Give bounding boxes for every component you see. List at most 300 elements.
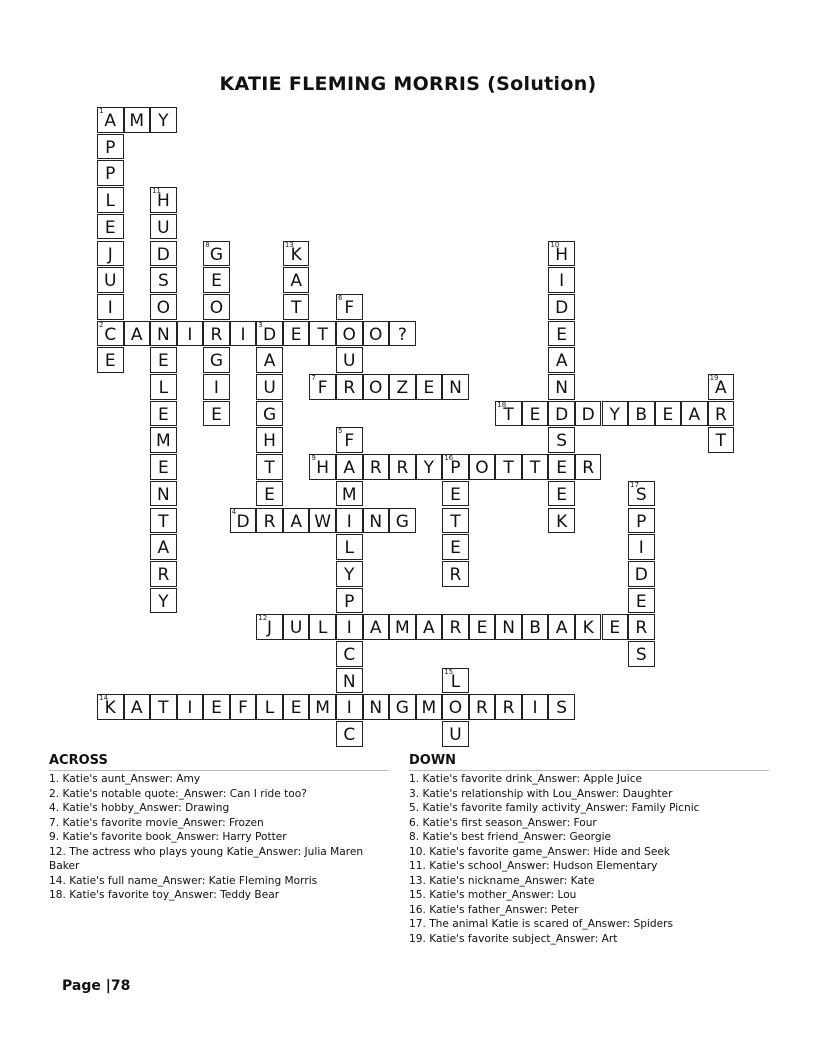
crossword-cell <box>389 321 416 347</box>
clue-number: 4 <box>231 507 237 516</box>
cell-letter: C <box>343 725 356 746</box>
crossword-cell <box>602 401 629 427</box>
cell-letter: P <box>105 164 116 185</box>
crossword-cell <box>469 614 496 640</box>
crossword-cell <box>363 614 390 640</box>
cell-letter: E <box>264 484 275 505</box>
across-clues <box>49 754 389 903</box>
cell-letter: T <box>450 511 461 532</box>
cell-letter: E <box>104 351 116 372</box>
crossword-cell <box>256 427 283 453</box>
cell-letter: A <box>290 511 302 532</box>
cell-letter: E <box>635 591 647 612</box>
crossword-cell <box>548 481 575 507</box>
crossword-cell <box>522 401 549 427</box>
crossword-cell <box>336 454 363 480</box>
cell-letter: R <box>449 618 462 639</box>
crossword-cell <box>150 107 177 133</box>
crossword-cell <box>548 347 575 373</box>
crossword-cell <box>442 454 469 480</box>
crossword-cell <box>97 241 124 267</box>
crossword-cell <box>389 374 416 400</box>
crossword-cell <box>336 508 363 534</box>
crossword-cell <box>548 427 575 453</box>
clue-item: 9. Katie's favorite book_Answer: Harry Potter <box>49 831 287 843</box>
crossword-cell <box>628 534 655 560</box>
crossword-cell <box>256 481 283 507</box>
cell-letter: N <box>342 671 356 692</box>
crossword-cell <box>336 668 363 694</box>
crossword-cell <box>416 374 443 400</box>
clue-number: 18 <box>497 400 507 409</box>
crossword-cell <box>442 614 469 640</box>
cell-letter: E <box>290 324 302 345</box>
cell-letter: K <box>582 618 594 639</box>
cell-letter: S <box>556 431 568 452</box>
cell-letter: C <box>343 645 356 665</box>
clue-item: 3. Katie's relationship with Lou_Answer: Daughter <box>409 787 673 800</box>
cell-letter: W <box>314 511 332 532</box>
crossword-cell <box>150 454 177 480</box>
cell-letter: Y <box>423 458 435 479</box>
cell-letter: E <box>157 404 169 425</box>
cell-letter: A <box>343 458 356 479</box>
crossword-cell <box>150 534 177 560</box>
cell-letter: I <box>187 324 193 345</box>
crossword-cell <box>203 374 230 400</box>
cell-letter: G <box>209 351 224 372</box>
cell-letter: F <box>317 378 328 398</box>
cell-letter: N <box>502 618 515 639</box>
clue-item: 19. Katie's favorite subject_Answer: Art <box>409 932 618 945</box>
crossword-cell <box>336 641 363 667</box>
cell-letter: A <box>423 618 435 639</box>
crossword-cell <box>389 614 416 640</box>
crossword-cell <box>548 241 575 267</box>
cell-letter: L <box>317 618 328 639</box>
crossword-cell <box>177 694 204 720</box>
cell-letter: R <box>476 698 488 719</box>
cell-letter: O <box>369 324 383 345</box>
cell-letter: E <box>211 698 222 719</box>
cell-letter: M <box>315 698 330 719</box>
cell-letter: E <box>211 271 222 292</box>
crossword-cell <box>177 321 204 347</box>
crossword-cell <box>256 694 283 720</box>
cell-letter: N <box>555 378 568 398</box>
cell-letter: T <box>715 431 727 452</box>
crossword-cell <box>548 614 575 640</box>
cell-letter: I <box>532 698 538 719</box>
down-header: DOWN <box>409 754 769 771</box>
clue-number: 16 <box>444 454 454 463</box>
clue-number: 2 <box>99 320 104 329</box>
cell-letter: P <box>105 137 116 158</box>
cell-letter: L <box>158 378 169 398</box>
crossword-cell <box>363 508 390 534</box>
cell-letter: D <box>236 511 250 532</box>
crossword-cell <box>442 694 469 720</box>
cell-letter: Y <box>344 564 355 585</box>
cell-letter: L <box>264 698 275 719</box>
crossword-cell <box>389 508 416 534</box>
cell-letter: E <box>609 618 621 639</box>
clue-item: 7. Katie's favorite movie_Answer: Frozen <box>49 816 264 829</box>
crossword-cell <box>442 668 469 694</box>
cell-letter: E <box>423 378 435 398</box>
cell-letter: Z <box>396 378 409 398</box>
cell-letter: R <box>210 324 223 345</box>
crossword-cell <box>336 561 363 587</box>
crossword-cell <box>336 614 363 640</box>
crossword-cell <box>256 374 283 400</box>
cell-letter: E <box>450 484 461 505</box>
crossword-cell <box>256 454 283 480</box>
crossword-cell <box>203 267 230 293</box>
cell-letter: T <box>290 297 302 318</box>
crossword-cell <box>389 454 416 480</box>
crossword-cell <box>708 401 735 427</box>
crossword-cell <box>336 694 363 720</box>
cell-letter: U <box>449 725 462 746</box>
crossword-cell <box>363 374 390 400</box>
cell-letter: N <box>156 484 170 505</box>
crossword-cell <box>97 134 124 160</box>
cell-letter: F <box>344 431 355 452</box>
cell-letter: H <box>263 431 276 452</box>
cell-letter: E <box>662 404 674 425</box>
crossword-cell <box>495 694 522 720</box>
clue-number: 9 <box>311 454 316 463</box>
cell-letter: A <box>555 618 568 639</box>
clue-number: 15 <box>444 667 454 676</box>
crossword-cell <box>548 267 575 293</box>
crossword-cell <box>256 321 283 347</box>
crossword-cell <box>283 614 310 640</box>
cell-letter: C <box>104 324 117 345</box>
crossword-cell <box>628 508 655 534</box>
cell-letter: I <box>213 378 219 398</box>
clue-item: 18. Katie's favorite toy_Answer: Teddy Bear <box>49 889 280 901</box>
crossword-cell <box>203 401 230 427</box>
cell-letter: ? <box>397 324 407 345</box>
crossword-cell <box>363 321 390 347</box>
cell-letter: I <box>346 618 352 639</box>
clue-number: 17 <box>630 480 639 489</box>
cell-letter: R <box>582 458 595 479</box>
cell-letter: E <box>211 404 222 425</box>
crossword-cell <box>548 508 575 534</box>
crossword-cell <box>230 694 257 720</box>
cell-letter: T <box>503 404 514 425</box>
crossword-cell <box>628 641 655 667</box>
cell-letter: F <box>238 698 248 719</box>
crossword-cell <box>389 694 416 720</box>
cell-letter: L <box>344 538 354 559</box>
cell-letter: I <box>346 698 352 719</box>
crossword-cell <box>336 588 363 614</box>
cell-letter: N <box>369 511 383 532</box>
crossword-cell <box>97 347 124 373</box>
crossword-cell <box>150 294 177 320</box>
cell-letter: A <box>157 538 170 559</box>
clue-item: 13. Katie's nickname_Answer: Kate <box>409 874 595 887</box>
crossword-cell <box>628 401 655 427</box>
cell-letter: N <box>449 378 462 398</box>
cell-letter: E <box>556 458 568 479</box>
cell-letter: B <box>635 404 648 425</box>
clue-number: 11 <box>152 187 162 196</box>
crossword-cell <box>681 401 708 427</box>
cell-letter: M <box>395 618 410 639</box>
clue-number: 1 <box>99 107 104 115</box>
crossword-cell <box>124 321 151 347</box>
crossword-cell <box>336 427 363 453</box>
crossword-cell <box>495 454 522 480</box>
crossword-cell <box>150 267 177 293</box>
cell-letter: F <box>344 297 355 318</box>
cell-letter: E <box>529 404 541 425</box>
crossword-cell <box>416 694 443 720</box>
crossword-cell <box>203 294 230 320</box>
cell-letter: S <box>556 698 568 719</box>
crossword-cell <box>442 481 469 507</box>
crossword-cell <box>309 694 336 720</box>
crossword-cell <box>283 508 310 534</box>
page-number: Page |78 <box>62 978 131 994</box>
cell-letter: D <box>634 564 648 585</box>
clue-number: 8 <box>205 240 210 249</box>
crossword-cell <box>309 508 336 534</box>
crossword-cell <box>150 508 177 534</box>
clue-item: 2. Katie's notable quote:_Answer: Can I ride too? <box>49 787 307 800</box>
crossword-cell <box>336 534 363 560</box>
clue-number: 7 <box>311 374 316 382</box>
crossword-cell <box>522 694 549 720</box>
crossword-cell <box>628 561 655 587</box>
cell-letter: M <box>341 484 357 505</box>
clue-item: 16. Katie's father_Answer: Peter <box>409 903 579 916</box>
crossword-cell <box>203 241 230 267</box>
crossword-cell <box>442 561 469 587</box>
across-clue-list <box>49 772 389 903</box>
clue-number: 12 <box>258 614 268 623</box>
crossword-cell <box>230 508 257 534</box>
crossword-cell <box>469 454 496 480</box>
crossword-cell <box>150 241 177 267</box>
cell-letter: I <box>240 324 246 345</box>
cell-letter: K <box>290 244 302 265</box>
clue-item: 1. Katie's aunt_Answer: Amy <box>49 773 201 785</box>
cell-letter: O <box>209 297 224 318</box>
cell-letter: U <box>263 378 276 398</box>
crossword-cell <box>548 321 575 347</box>
crossword-cell <box>363 454 390 480</box>
clue-number: 14 <box>99 694 108 703</box>
clue-item: 4. Katie's hobby_Answer: Drawing <box>49 802 230 814</box>
crossword-cell <box>97 107 124 133</box>
clue-item: 8. Katie's best friend_Answer: Georgie <box>409 831 612 843</box>
crossword-cell <box>495 614 522 640</box>
crossword-cell <box>416 454 443 480</box>
crossword-cell <box>150 187 177 213</box>
cell-letter: R <box>369 458 382 479</box>
cell-letter: R <box>157 564 170 585</box>
cell-letter: J <box>267 618 273 639</box>
crossword-cell <box>150 561 177 587</box>
crossword-cell <box>97 160 124 186</box>
cell-letter: R <box>635 618 648 639</box>
crossword-cell <box>469 694 496 720</box>
crossword-cell <box>442 374 469 400</box>
crossword-cell <box>97 294 124 320</box>
clue-item: 15. Katie's mother_Answer: Lou <box>409 889 577 901</box>
cell-letter: D <box>156 244 170 265</box>
crossword-cell <box>628 481 655 507</box>
cell-letter: I <box>346 511 352 532</box>
crossword-cell <box>150 347 177 373</box>
crossword-cell <box>97 694 124 720</box>
crossword-cell <box>150 214 177 240</box>
cell-letter: R <box>263 511 276 532</box>
clue-number: 10 <box>550 240 560 249</box>
crossword-cell <box>575 454 602 480</box>
crossword-cell <box>336 721 363 747</box>
crossword-cell <box>150 321 177 347</box>
cell-letter: U <box>157 217 170 238</box>
cell-letter: T <box>158 511 169 532</box>
crossword-cell <box>150 694 177 720</box>
cell-letter: E <box>476 618 488 639</box>
crossword-cell <box>283 267 310 293</box>
crossword-cell <box>150 427 177 453</box>
crossword-cell <box>628 588 655 614</box>
crossword-cell <box>548 694 575 720</box>
cell-letter: S <box>157 271 169 292</box>
cell-letter: T <box>529 458 541 479</box>
cell-letter: A <box>130 698 143 719</box>
crossword-cell <box>97 187 124 213</box>
cell-letter: U <box>289 618 303 639</box>
cell-letter: I <box>107 297 113 318</box>
crossword-cell <box>442 508 469 534</box>
crossword-cell <box>655 401 682 427</box>
clue-number: 5 <box>338 427 343 436</box>
cell-letter: K <box>104 698 116 719</box>
crossword-cell <box>416 614 443 640</box>
cell-letter: A <box>104 111 117 131</box>
crossword-cell <box>150 374 177 400</box>
cell-letter: K <box>556 511 568 532</box>
page-title: KATIE FLEMING MORRIS (Solution) <box>219 73 597 95</box>
crossword-cell <box>602 614 629 640</box>
cell-letter: T <box>264 458 275 479</box>
crossword-cell <box>548 294 575 320</box>
cell-letter: E <box>157 351 169 372</box>
crossword-cell <box>708 374 735 400</box>
clue-item: 11. Katie's school_Answer: Hudson Elementary <box>409 860 658 872</box>
cell-letter: P <box>450 458 461 479</box>
cell-letter: Y <box>158 111 169 131</box>
crossword-cell <box>124 107 151 133</box>
cell-letter: L <box>105 191 115 212</box>
crossword-cell <box>283 321 310 347</box>
cell-letter: E <box>556 484 568 505</box>
crossword-cell <box>97 214 124 240</box>
cell-letter: R <box>449 564 462 585</box>
crossword-cell <box>256 347 283 373</box>
clue-number: 3 <box>258 320 263 329</box>
cell-letter: I <box>187 698 193 719</box>
cell-letter: H <box>156 191 170 212</box>
crossword-cell <box>336 347 363 373</box>
cell-letter: E <box>290 698 302 719</box>
clue-item: 1. Katie's favorite drink_Answer: Apple Juice <box>409 773 643 785</box>
crossword-cell <box>522 614 549 640</box>
cell-letter: P <box>344 591 355 612</box>
crossword-cell <box>336 374 363 400</box>
cell-letter: O <box>342 324 356 345</box>
crossword-cell <box>97 321 124 347</box>
crossword-cell <box>256 508 283 534</box>
cell-letter: D <box>581 404 595 425</box>
crossword-cell <box>575 614 602 640</box>
crossword-cell <box>283 694 310 720</box>
clue-item: 6. Katie's first season_Answer: Four <box>409 816 597 829</box>
cell-letter: A <box>290 271 302 292</box>
cell-letter: E <box>450 538 461 559</box>
crossword-cell <box>150 481 177 507</box>
cell-letter: M <box>129 111 145 131</box>
crossword-cell <box>124 694 151 720</box>
cell-letter: O <box>369 378 383 398</box>
cell-letter: A <box>688 404 701 425</box>
cell-letter: G <box>395 511 409 532</box>
cell-letter: G <box>209 244 224 265</box>
down-clue-list <box>409 772 769 946</box>
crossword-cell <box>309 321 336 347</box>
down-clues <box>409 754 769 946</box>
cell-letter: M <box>421 698 437 719</box>
cell-letter: E <box>157 458 169 479</box>
cell-letter: G <box>262 404 277 425</box>
cell-letter: R <box>343 378 356 398</box>
crossword-cell <box>256 401 283 427</box>
crossword-cell <box>548 454 575 480</box>
cell-letter: T <box>158 698 169 719</box>
crossword-cell <box>708 427 735 453</box>
crossword-cell <box>442 534 469 560</box>
cell-letter: H <box>316 458 330 479</box>
clue-item: 10. Katie's favorite game_Answer: Hide and Seek <box>409 845 671 858</box>
cell-letter: P <box>636 511 647 532</box>
crossword-cell <box>150 588 177 614</box>
crossword-cell <box>336 294 363 320</box>
cell-letter: D <box>263 324 277 345</box>
cell-letter: T <box>503 458 514 479</box>
clue-item: 12. The actress who plays young Katie_Answer: Julia Maren Baker <box>49 845 364 872</box>
crossword-cell <box>548 401 575 427</box>
cell-letter: J <box>107 244 113 265</box>
cell-letter: L <box>450 671 461 692</box>
crossword-cell <box>203 321 230 347</box>
cell-letter: A <box>263 351 276 372</box>
cell-letter: A <box>130 324 143 345</box>
crossword-cell <box>203 347 230 373</box>
clue-number: 13 <box>284 240 294 249</box>
cell-letter: O <box>448 698 463 719</box>
crossword-cell <box>495 401 522 427</box>
